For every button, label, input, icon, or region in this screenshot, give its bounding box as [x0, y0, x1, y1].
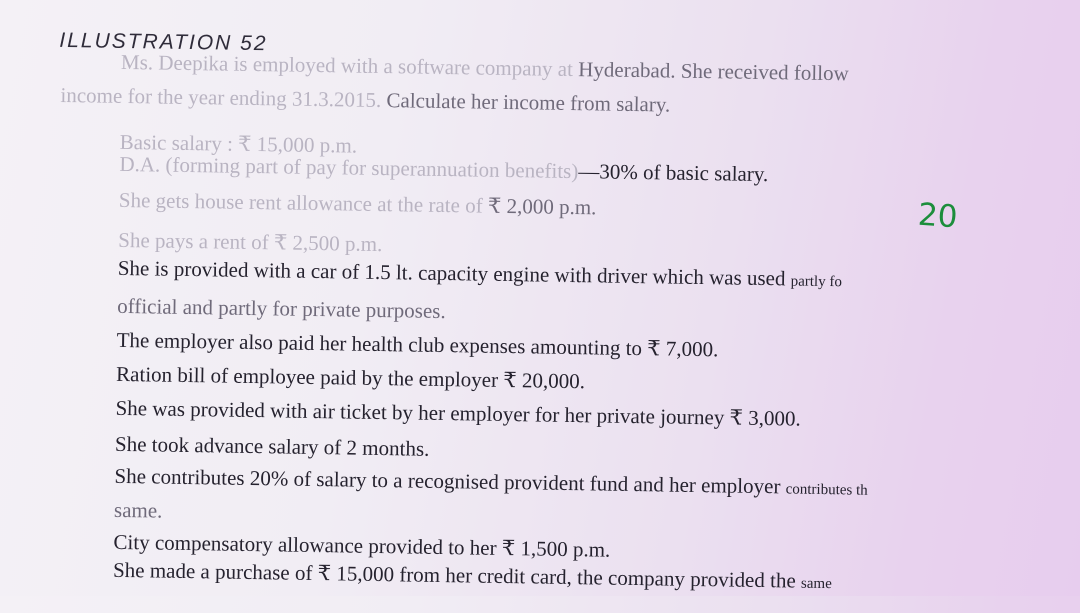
text: partly fo: [790, 273, 843, 291]
text: Calculate her income from salary.: [386, 88, 671, 117]
text: Hyderabad. She received follow: [578, 57, 849, 86]
text-line-purposes: official and partly for private purposes.: [117, 293, 446, 324]
text-line-hra: [119, 188, 597, 220]
faded-text: She gets house rent allowance at the rate of: [118, 187, 483, 218]
text: same: [800, 575, 832, 593]
text: contributes th: [785, 481, 868, 499]
text-line-ration-bill: Ration bill of employee paid by the employer ₹ 20,000.: [115, 361, 586, 394]
text-line-1: [121, 50, 849, 86]
text-line-health-club: The employer also paid her health club expenses amounting to ₹ 7,000.: [116, 327, 719, 362]
text-line-rent: She pays a rent of ₹ 2,500 p.m.: [118, 227, 383, 257]
text: —30% of basic salary.: [578, 159, 769, 187]
text: She made a purchase of ₹ 15,000 from her credit card, the company provided the: [112, 557, 796, 593]
text-line-da: [119, 152, 768, 187]
handwritten-annotation: 20: [916, 196, 959, 236]
text-line-cca: City compensatory allowance provided to her ₹ 1,500 p.m.: [113, 529, 611, 562]
faded-text: D.A. (forming part of pay for superannuation benefits): [119, 151, 579, 184]
text-line-same: same.: [113, 497, 163, 523]
text-line-car: [118, 256, 843, 292]
text-line-basic-salary: Basic salary : ₹ 15,000 p.m.: [119, 129, 358, 158]
text: ₹ 2,000 p.m.: [487, 193, 597, 220]
text-line-provident-fund: [114, 464, 868, 501]
faded-text: income for the year ending 31.3.2015.: [60, 82, 387, 113]
text: She contributes 20% of salary to a recognised provident fund and her employer: [114, 463, 781, 499]
text-line-advance-salary: She took advance salary of 2 months.: [114, 431, 430, 461]
faded-text: Ms. Deepika is employed with a software company at: [120, 49, 574, 82]
text-line-2: [60, 83, 670, 118]
text: She is provided with a car of 1.5 lt. capacity engine with driver which was used: [117, 255, 786, 291]
illustration-heading: ILLUSTRATION 52: [59, 28, 268, 56]
text-line-credit-card: [113, 558, 832, 594]
text-line-air-ticket: She was provided with air ticket by her employer for her private journey ₹ 3,000.: [115, 395, 801, 431]
